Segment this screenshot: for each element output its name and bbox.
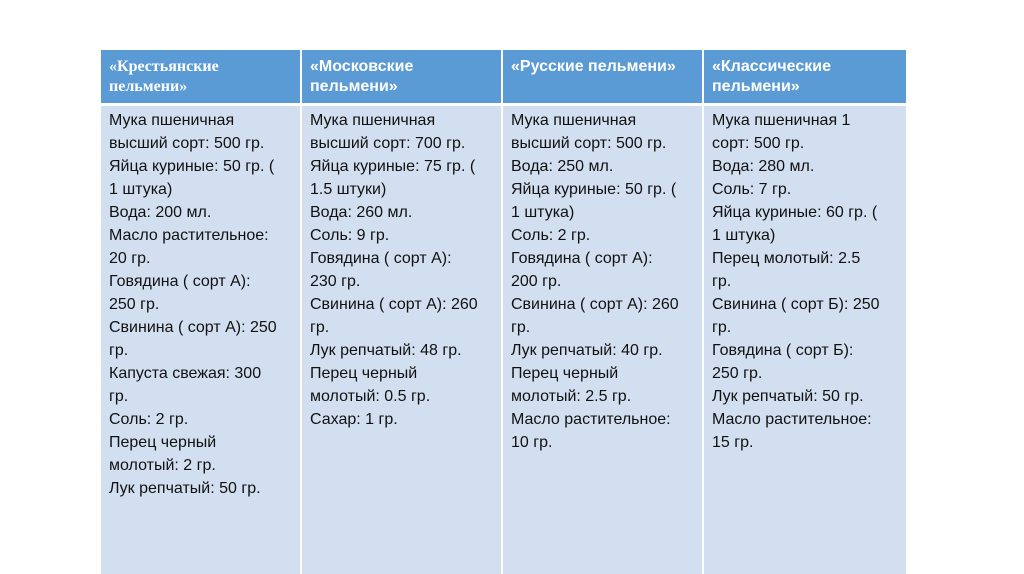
ingredient-line: Говядина ( сорт А): [511,250,653,267]
ingredient-line: Вода: 280 мл. [712,158,815,175]
header-moskovskie [302,50,503,106]
header-line: пельмени» [109,78,188,95]
ingredient-line: высший сорт: 700 гр. [310,135,466,152]
ingredient-line: Соль: 7 гр. [712,181,792,198]
ingredient-line: Вода: 250 мл. [511,158,614,175]
ingredient-line: гр. [310,319,330,336]
ingredient-line: 1 штука) [511,204,575,221]
ingredient-line: гр. [109,388,129,405]
header-russkie [503,50,704,106]
ingredient-line: Масло растительное: [511,411,671,428]
header-klassicheskie [704,50,906,106]
ingredient-line: Мука пшеничная [511,112,637,129]
ingredient-line: Перец черный [310,365,418,382]
ingredient-line: 200 гр. [511,273,562,290]
ingredients-krestyanskie [101,106,302,574]
ingredient-line: Мука пшеничная [310,112,436,129]
ingredients-moskovskie [302,106,503,574]
ingredient-line: Капуста свежая: 300 [109,365,262,382]
ingredient-line: Яйца куриные: 50 гр. ( [511,181,677,198]
ingredient-line: Лук репчатый: 50 гр. [109,480,261,497]
ingredients-klassicheskie [704,106,906,574]
ingredient-line: Перец черный [511,365,619,382]
ingredient-line: гр. [109,342,129,359]
ingredient-line: молотый: 2 гр. [109,457,216,474]
ingredient-line: Соль: 2 гр. [511,227,591,244]
header-line: «Крестьянские [109,58,219,75]
ingredient-line: Масло растительное: [712,411,872,428]
recipe-table [101,50,906,574]
ingredients-russkie [503,106,704,574]
header-line: «Русские пельмени» [511,58,676,75]
ingredient-line: Свинина ( сорт А): 260 [310,296,478,313]
ingredient-line: Мука пшеничная [109,112,235,129]
ingredient-line: Свинина ( сорт А): 250 [109,319,277,336]
header-line: пельмени» [310,78,398,95]
ingredient-line: Говядина ( сорт А): [109,273,251,290]
ingredient-line: Говядина ( сорт Б): [712,342,854,359]
ingredient-line: Яйца куриные: 60 гр. ( [712,204,878,221]
ingredient-line: сорт: 500 гр. [712,135,805,152]
ingredient-line: Вода: 200 мл. [109,204,212,221]
ingredient-line: Масло растительное: [109,227,269,244]
ingredient-line: Яйца куриные: 75 гр. ( [310,158,476,175]
ingredient-line: 20 гр. [109,250,151,267]
header-krestyanskie [101,50,302,106]
ingredient-line: 15 гр. [712,434,754,451]
ingredient-line: 250 гр. [712,365,763,382]
ingredient-line: Свинина ( сорт А): 260 [511,296,679,313]
ingredient-line: высший сорт: 500 гр. [511,135,667,152]
ingredient-line: молотый: 0.5 гр. [310,388,431,405]
ingredient-line: Сахар: 1 гр. [310,411,398,428]
ingredient-line: 1.5 штуки) [310,181,387,198]
ingredient-line: 1 штука) [712,227,776,244]
ingredient-line: Соль: 2 гр. [109,411,189,428]
ingredient-line: гр. [712,319,732,336]
ingredient-line: молотый: 2.5 гр. [511,388,632,405]
ingredient-line: Вода: 260 мл. [310,204,413,221]
ingredient-line: Говядина ( сорт А): [310,250,452,267]
ingredient-line: Свинина ( сорт Б): 250 [712,296,880,313]
ingredient-line: 230 гр. [310,273,361,290]
ingredient-line: гр. [511,319,531,336]
ingredient-line: 250 гр. [109,296,160,313]
ingredient-line: Лук репчатый: 48 гр. [310,342,462,359]
header-line: «Классические [712,58,831,75]
ingredient-line: Лук репчатый: 50 гр. [712,388,864,405]
ingredient-line: Мука пшеничная 1 [712,112,851,129]
header-line: «Московские [310,58,414,75]
ingredient-line: Перец молотый: 2.5 [712,250,861,267]
ingredient-line: 10 гр. [511,434,553,451]
ingredient-line: высший сорт: 500 гр. [109,135,265,152]
ingredient-line: Перец черный [109,434,217,451]
ingredient-line: Яйца куриные: 50 гр. ( [109,158,275,175]
ingredient-line: Соль: 9 гр. [310,227,390,244]
ingredient-line: гр. [712,273,732,290]
header-line: пельмени» [712,78,800,95]
ingredient-line: 1 штука) [109,181,173,198]
ingredient-line: Лук репчатый: 40 гр. [511,342,663,359]
